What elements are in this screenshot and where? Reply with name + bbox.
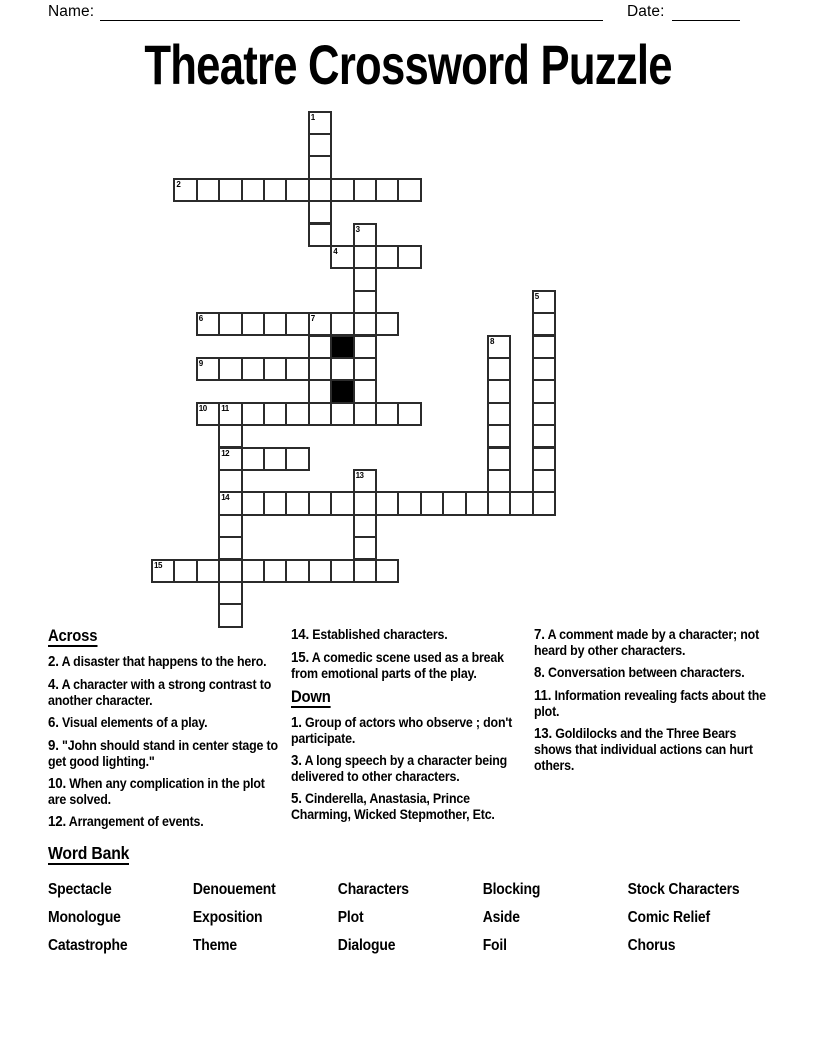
page-title-text: Theatre Crossword Puzzle: [144, 33, 672, 96]
grid-cell[interactable]: [218, 581, 242, 605]
grid-cell[interactable]: [218, 357, 242, 381]
grid-cell[interactable]: [353, 178, 377, 202]
clue-number: 4.: [48, 676, 59, 693]
grid-cell[interactable]: [308, 402, 332, 426]
grid-cell[interactable]: [218, 178, 242, 202]
clue-heading-text: Down: [291, 687, 331, 706]
word-bank-heading: [48, 843, 779, 865]
clue-number: 10.: [48, 775, 66, 792]
grid-cell[interactable]: [330, 559, 354, 583]
grid-cell[interactable]: [241, 559, 265, 583]
cell-number: 15: [154, 560, 162, 570]
grid-cell[interactable]: [353, 379, 377, 403]
grid-cell[interactable]: [375, 178, 399, 202]
grid-cell[interactable]: [532, 290, 556, 314]
grid-cell[interactable]: [353, 312, 377, 336]
grid-cell[interactable]: [218, 491, 242, 515]
word-bank-item: Monologue: [48, 909, 121, 927]
clue-number: 5.: [291, 791, 302, 808]
clue-3: 3. A long speech by a character being delivered to other characters.: [291, 752, 508, 785]
cell-number: 1: [310, 112, 315, 122]
word-bank-heading-text: Word Bank: [48, 843, 130, 863]
grid-cell[interactable]: [308, 559, 332, 583]
grid-cell[interactable]: [375, 491, 399, 515]
grid-cell[interactable]: [173, 559, 197, 583]
grid-cell[interactable]: [241, 312, 265, 336]
cell-number: 10: [198, 403, 207, 413]
grid-cell[interactable]: [353, 223, 377, 247]
grid-cell[interactable]: [487, 357, 511, 381]
grid-cell[interactable]: [285, 402, 309, 426]
grid-cell[interactable]: [532, 491, 556, 515]
cell-number: 7: [310, 314, 315, 324]
clue-10: 10. When any complication in the plot are solved.: [48, 775, 265, 808]
grid-cell[interactable]: [285, 312, 309, 336]
grid-cell[interactable]: [330, 312, 354, 336]
word-bank-item: Blocking: [482, 881, 541, 898]
clue-heading: [48, 627, 284, 647]
grid-cell[interactable]: [487, 469, 511, 493]
grid-cell[interactable]: [308, 133, 332, 157]
grid-cell[interactable]: [308, 491, 332, 515]
clue-11: 11. Information revealing facts about the plot.: [534, 687, 766, 720]
grid-cell[interactable]: [532, 357, 556, 381]
clue-column-left: [48, 627, 284, 837]
clue-heading-text: Across: [48, 627, 98, 645]
grid-cell[interactable]: [308, 312, 332, 336]
cell-number: 2: [176, 179, 181, 189]
grid-cell[interactable]: [218, 312, 242, 336]
grid-cell[interactable]: [353, 245, 377, 269]
word-bank-item: Denouement: [192, 881, 276, 898]
clue-heading: [291, 688, 527, 708]
clue-number: 12.: [48, 813, 66, 830]
grid-cell[interactable]: [241, 402, 265, 426]
clue-4: 4. A character with a strong contrast to another character.: [48, 676, 272, 709]
clue-7: 7. A comment made by a character; not heard by other characters.: [534, 627, 760, 659]
grid-cell[interactable]: [532, 335, 556, 359]
grid-cell[interactable]: [308, 111, 332, 135]
grid-cell[interactable]: [465, 491, 489, 515]
clue-number: 3.: [291, 752, 302, 769]
grid-cell[interactable]: [263, 178, 287, 202]
grid-cell[interactable]: [285, 178, 309, 202]
grid-cell[interactable]: [308, 155, 332, 179]
grid-cell[interactable]: [487, 424, 511, 448]
cell-number: 13: [355, 470, 364, 480]
clue-number: 1.: [291, 714, 302, 731]
grid-cell[interactable]: [151, 559, 175, 583]
clue-number: 2.: [48, 654, 59, 670]
grid-cell[interactable]: [532, 312, 556, 336]
clue-8: 8. Conversation between characters.: [534, 665, 745, 682]
grid-cell[interactable]: [308, 178, 332, 202]
clue-12: 12. Arrangement of events.: [48, 813, 204, 830]
grid-cell[interactable]: [487, 491, 511, 515]
clue-14: 14. Established characters.: [291, 627, 448, 643]
clue-number: 8.: [534, 665, 545, 682]
clue-number: 15.: [291, 649, 309, 666]
grid-cell[interactable]: [218, 536, 242, 560]
grid-cell[interactable]: [397, 402, 421, 426]
grid-cell[interactable]: [196, 402, 220, 426]
word-bank: [48, 843, 779, 961]
grid-cell[interactable]: [241, 178, 265, 202]
grid-cell[interactable]: [532, 469, 556, 493]
grid-cell[interactable]: [353, 267, 377, 291]
grid-cell[interactable]: [353, 559, 377, 583]
word-bank-item: Chorus: [627, 937, 676, 955]
clue-number: 13.: [534, 725, 552, 742]
grid-cell[interactable]: [285, 559, 309, 583]
grid-cell[interactable]: [330, 491, 354, 515]
clue-number: 14.: [291, 627, 309, 643]
word-bank-item: Spectacle: [48, 881, 112, 898]
grid-cell[interactable]: [196, 559, 220, 583]
grid-cell[interactable]: [263, 357, 287, 381]
word-bank-item: Plot: [337, 909, 364, 927]
grid-cell[interactable]: [487, 402, 511, 426]
clue-column-right: [534, 627, 770, 779]
word-bank-item: Stock Characters: [627, 881, 740, 898]
grid-cell[interactable]: [263, 312, 287, 336]
grid-cell[interactable]: [330, 178, 354, 202]
cell-number: 8: [490, 336, 494, 346]
cell-number: 14: [221, 493, 230, 503]
word-bank-item: Theme: [192, 937, 237, 955]
grid-cell[interactable]: [330, 245, 354, 269]
clue-number: 11.: [534, 687, 552, 704]
grid-cell[interactable]: [330, 402, 354, 426]
grid-cell[interactable]: [196, 178, 220, 202]
word-bank-item: Characters: [337, 881, 409, 898]
grid-cell[interactable]: [218, 514, 242, 538]
word-bank-item: Aside: [482, 909, 520, 927]
cell-number: 3: [355, 224, 360, 234]
grid-cell[interactable]: [375, 245, 399, 269]
grid-cell[interactable]: [353, 491, 377, 515]
cell-number: 5: [534, 291, 539, 301]
grid-cell[interactable]: [263, 559, 287, 583]
cell-number: 11: [221, 403, 229, 413]
word-bank-item: Exposition: [192, 909, 263, 927]
grid-cell[interactable]: [509, 491, 533, 515]
clue-number: 7.: [534, 627, 545, 643]
word-bank-item: Comic Relief: [627, 909, 710, 927]
clue-15: 15. A comedic scene used as a break from emotional parts of the play.: [291, 649, 504, 682]
grid-cell[interactable]: [196, 312, 220, 336]
grid-cell[interactable]: [241, 447, 265, 471]
grid-cell[interactable]: [308, 357, 332, 381]
grid-cell[interactable]: [263, 447, 287, 471]
cell-number: 6: [198, 314, 203, 324]
grid-cell[interactable]: [353, 514, 377, 538]
date-label: Date:: [627, 3, 665, 20]
word-bank-item: Catastrophe: [48, 937, 128, 955]
grid-cell[interactable]: [375, 312, 399, 336]
grid-cell[interactable]: [532, 379, 556, 403]
clue-column-middle: [291, 627, 527, 829]
grid-cell[interactable]: [532, 424, 556, 448]
cell-number: 9: [198, 358, 203, 368]
grid-cell[interactable]: [196, 357, 220, 381]
grid-cell[interactable]: [487, 447, 511, 471]
grid-cell[interactable]: [285, 447, 309, 471]
grid-cell[interactable]: [308, 223, 332, 247]
grid-cell[interactable]: [308, 335, 332, 359]
grid-cell[interactable]: [285, 491, 309, 515]
grid-cell[interactable]: [375, 559, 399, 583]
grid-cell[interactable]: [487, 335, 511, 359]
word-bank-grid: [48, 876, 779, 961]
word-bank-item: Foil: [482, 937, 507, 955]
word-bank-item: Dialogue: [337, 937, 396, 955]
grid-cell[interactable]: [330, 357, 354, 381]
grid-cell[interactable]: [375, 402, 399, 426]
cell-number: 12: [221, 448, 230, 458]
clue-6: 6. Visual elements of a play.: [48, 714, 208, 731]
cell-number: 4: [333, 246, 338, 256]
clue-9: 9. "John should stand in center stage to get good lighting.": [48, 737, 278, 769]
clue-number: 6.: [48, 714, 59, 731]
grid-black-cell: [330, 335, 354, 359]
grid-cell[interactable]: [397, 245, 421, 269]
grid-cell[interactable]: [308, 379, 332, 403]
grid-cell[interactable]: [353, 357, 377, 381]
grid-cell[interactable]: [353, 536, 377, 560]
grid-cell[interactable]: [308, 200, 332, 224]
grid-cell[interactable]: [218, 402, 242, 426]
grid-cell[interactable]: [532, 402, 556, 426]
grid-cell[interactable]: [353, 469, 377, 493]
grid-cell[interactable]: [353, 402, 377, 426]
grid-cell[interactable]: [218, 469, 242, 493]
grid-cell[interactable]: [241, 357, 265, 381]
grid-cell[interactable]: [263, 491, 287, 515]
grid-cell[interactable]: [218, 603, 242, 627]
grid-cell[interactable]: [285, 357, 309, 381]
grid-cell[interactable]: [420, 491, 444, 515]
grid-cell[interactable]: [353, 290, 377, 314]
clue-1: 1. Group of actors who observe ; don't participate.: [291, 714, 513, 747]
grid-cell[interactable]: [218, 424, 242, 448]
grid-cell[interactable]: [397, 178, 421, 202]
grid-cell[interactable]: [218, 447, 242, 471]
clue-5: 5. Cinderella, Anastasia, Prince Charming, Wicked Stepmother, Etc.: [291, 791, 495, 823]
grid-cell[interactable]: [532, 447, 556, 471]
grid-cell[interactable]: [397, 491, 421, 515]
grid-cell[interactable]: [487, 379, 511, 403]
grid-black-cell: [330, 379, 354, 403]
grid-cell[interactable]: [442, 491, 466, 515]
clue-2: 2. A disaster that happens to the hero.: [48, 654, 267, 670]
grid-cell[interactable]: [173, 178, 197, 202]
name-label: Name:: [48, 3, 95, 20]
grid-cell[interactable]: [241, 491, 265, 515]
grid-cell[interactable]: [263, 402, 287, 426]
clue-13: 13. Goldilocks and the Three Bears shows that individual actions can hurt others.: [534, 725, 753, 773]
clue-number: 9.: [48, 737, 59, 754]
grid-cell[interactable]: [218, 559, 242, 583]
grid-cell[interactable]: [353, 335, 377, 359]
